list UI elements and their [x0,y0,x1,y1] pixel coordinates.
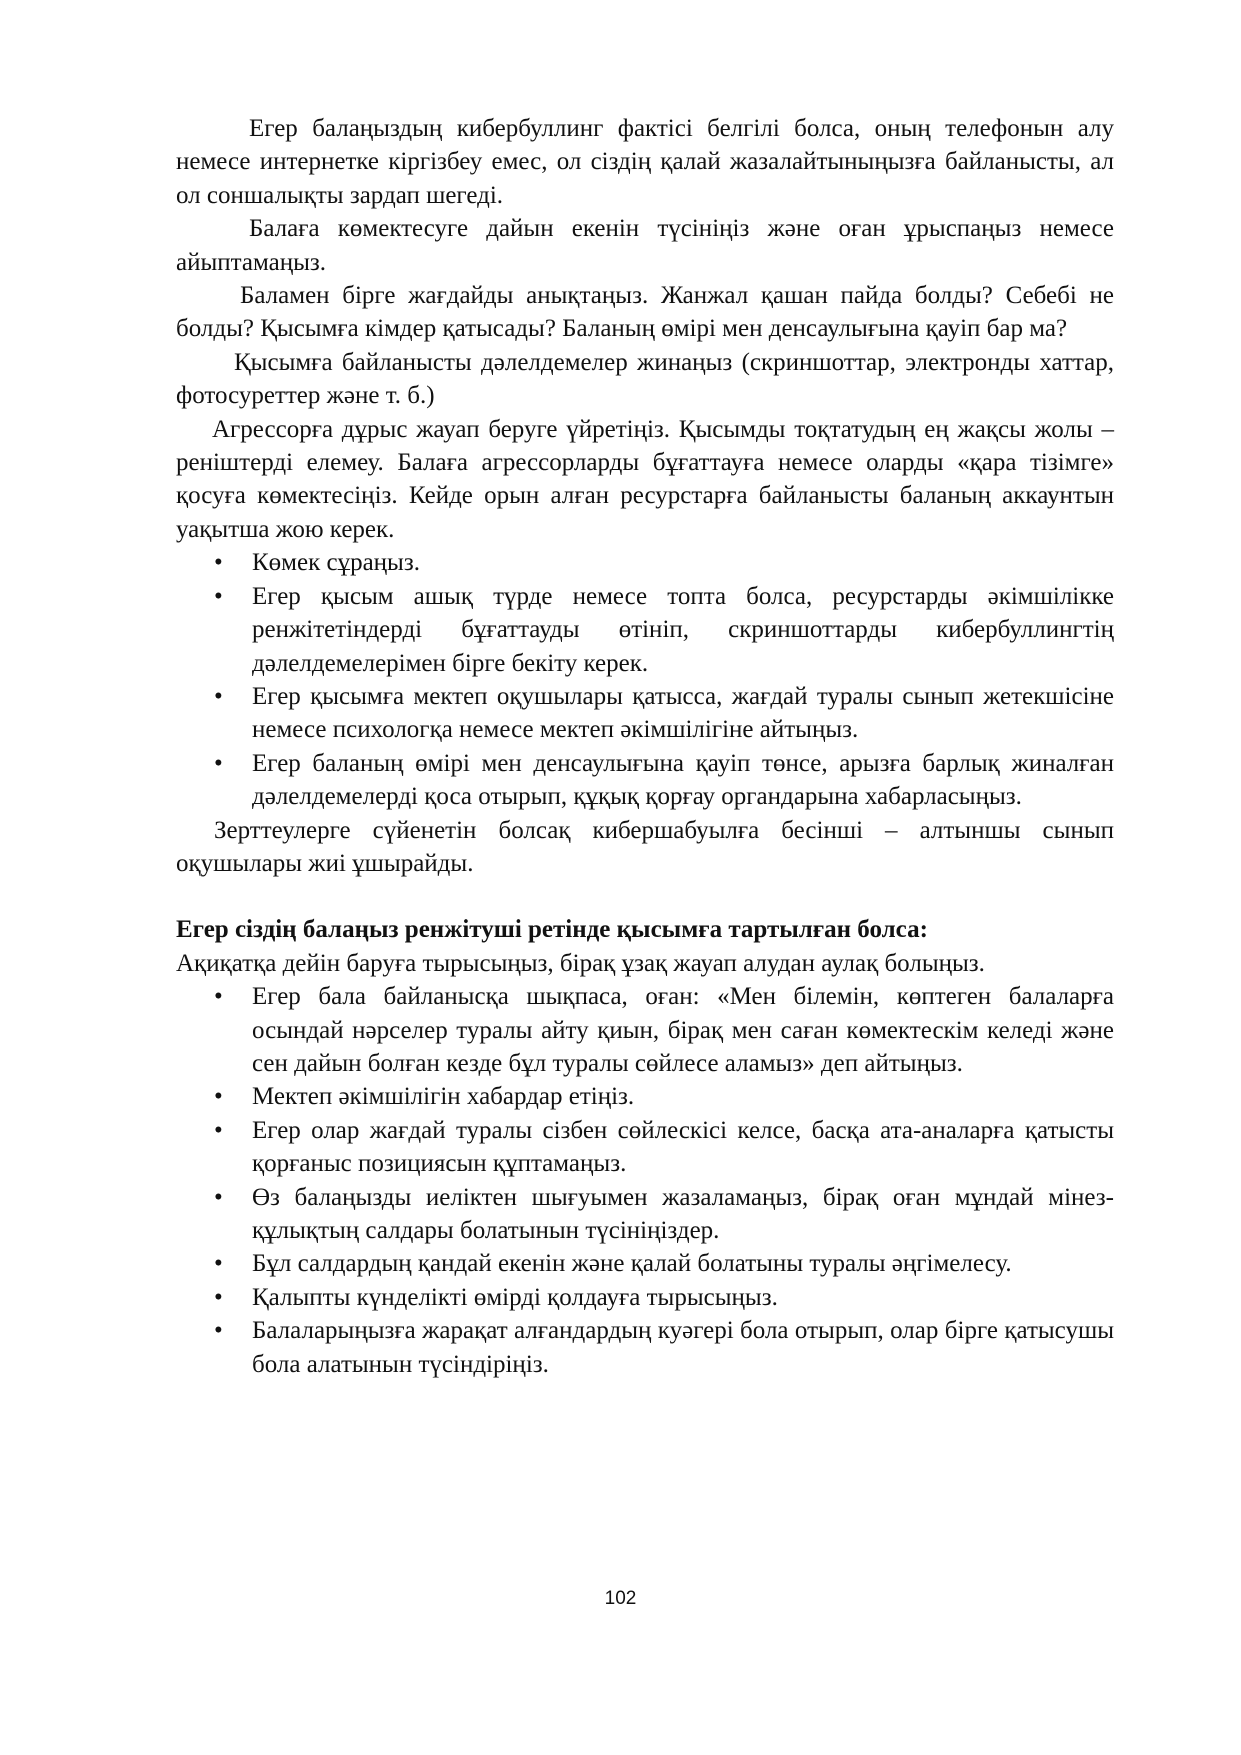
paragraph: Ақиқатқа дейін баруға тырысыңыз, бірақ ұзақ жауап алудан аулақ болыңыз. [176,949,985,977]
paragraph: Балаға көмектесуге дайын екенін түсініңіз және оған ұрыспаңыз немесе айыптамаңыз. [176,215,1114,276]
list-item: • Көмек сұраңыз. [252,546,1114,579]
list-item: • Қалыпты күнделікті өмірді қолдауға тырысыңыз. [252,1281,1114,1314]
paragraph: Егер балаңыздың кибербуллинг фактісі белгілі болса, оның телефонын алу немесе интернетке кіргізбеу емес, ол сіздің қалай жазалайтыныңызға байланысты, ал ол соншалықты зардап шегеді. [176,115,1114,209]
section-heading: Егер сіздің балаңыз ренжітуші ретінде қысымға тартылған болса: [176,916,928,944]
list-item: • Егер қысым ашық түрде немесе топта болса, ресурстарды әкімшілікке ренжітетіндерді бұғаттауды өтініп, скриншоттарды кибербуллингтің дәлелдемелерімен бірге бекіту керек. [252,580,1114,680]
list-item: • Мектеп әкімшілігін хабардар етіңіз. [252,1080,1114,1113]
paragraph: Қысымға байланысты дәлелдемелер жинаңыз (скриншоттар, электронды хаттар, фотосуреттер және т. б.) [176,348,1114,410]
bullet-list [176,546,1114,813]
list-item: • Бұл салдардың қандай екенін және қалай болатыны туралы әңгімелесу. [252,1247,1114,1280]
list-item: • Егер қысымға мектеп оқушылары қатысса, жағдай туралы сынып жетекшісіне немесе психологқа немесе мектеп әкімшілігіне айтыңыз. [252,680,1114,747]
list-item: • Балаларыңызға жарақат алғандардың куәгері бола отырып, олар бірге қатысушы бола алатынын түсіндіріңіз. [252,1314,1114,1381]
list-item: • Егер бала байланысқа шықпаса, оған: «Мен білемін, көптеген балаларға осындай нәрселер туралы айту қиын, бірақ мен саған көмектескім келеді және сен дайын болған кезде бұл туралы сөйлесе аламыз» деп айтыңыз. [252,980,1114,1080]
document-body [176,112,1114,1381]
paragraph: Баламен бірге жағдайды анықтаңыз. Жанжал қашан пайда болды? Себебі не болды? Қысымға кімдер қатысады? Баланың өмірі мен денсаулығына қауіп бар ма? [176,282,1114,343]
page-number: 102 [604,1588,637,1609]
list-item: • Егер олар жағдай туралы сізбен сөйлескісі келсе, басқа ата-аналарға қатысты қорғаныс позициясын құптамаңыз. [252,1114,1114,1181]
paragraph: Зерттеулерге сүйенетін болсақ кибершабуылға бесінші – алтыншы сынып оқушылары жиі ұшырайды. [176,816,1114,877]
list-item: • Өз балаңызды иеліктен шығуымен жазаламаңыз, бірақ оған мұндай мінез-құлықтың салдары болатынын түсініңіздер. [252,1181,1114,1248]
bullet-list [176,980,1114,1381]
paragraph: Агрессорға дұрыс жауап беруге үйретіңіз. Қысымды тоқтатудың ең жақсы жолы – реніштерді елемеу. Балаға агрессорларды бұғаттауға немесе оларды «қара тізімге» қосуға көмектесіңіз. Кейде орын алған ресурстарға байланысты баланың аккаунтын уақытша жою керек. [176,415,1114,543]
list-item: • Егер баланың өмірі мен денсаулығына қауіп төнсе, арызға барлық жиналған дәлелдемелерді қоса отырып, құқық қорғау органдарына хабарласыңыз. [252,747,1114,814]
